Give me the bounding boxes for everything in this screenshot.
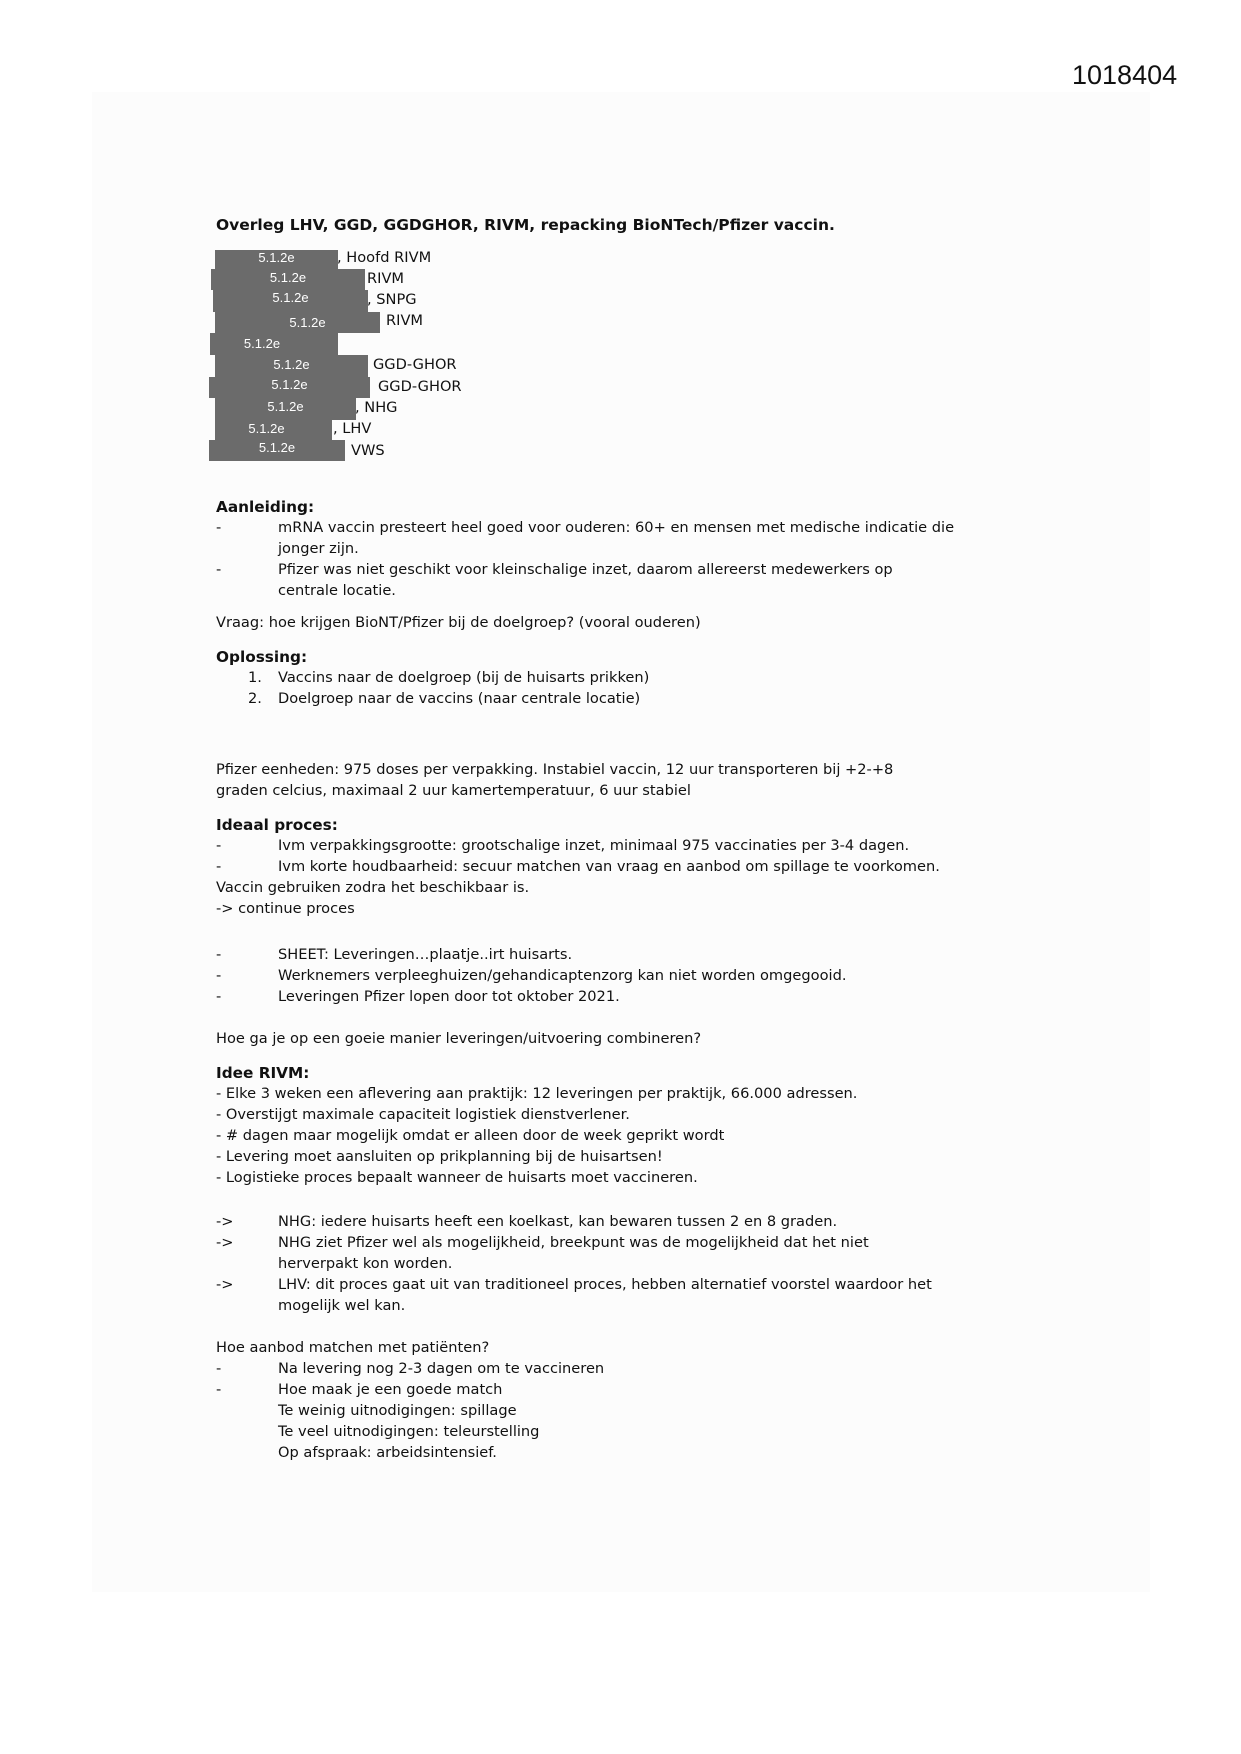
reaction-text: NHG ziet Pfizer wel als mogelijkheid, breekpunt was de mogelijkheid dat het niet bbox=[278, 1234, 869, 1251]
list-item: Doelgroep naar de vaccins (naar centrale locatie) bbox=[278, 690, 641, 707]
section-heading: Ideaal proces: bbox=[216, 816, 338, 834]
list-number: 1. bbox=[248, 669, 262, 686]
section-heading: Oplossing: bbox=[216, 648, 308, 666]
redaction-box: 5.1.2e bbox=[215, 420, 332, 440]
paragraph-line: -> continue proces bbox=[216, 900, 355, 917]
section-heading: Aanleiding: bbox=[216, 498, 315, 516]
list-item: - Logistieke proces bepaalt wanneer de huisarts moet vaccineren. bbox=[216, 1169, 698, 1186]
arrow-marker: -> bbox=[216, 1213, 234, 1230]
question-text: Hoe aanbod matchen met patiënten? bbox=[216, 1339, 490, 1356]
bullet-dash: - bbox=[216, 1381, 222, 1398]
bullet-text: Pfizer was niet geschikt voor kleinschalige inzet, daarom allereerst medewerkers op bbox=[278, 561, 893, 578]
bullet-text-cont: jonger zijn. bbox=[278, 540, 359, 557]
list-number: 2. bbox=[248, 690, 262, 707]
list-item: - Overstijgt maximale capaciteit logistiek dienstverlener. bbox=[216, 1106, 630, 1123]
bullet-dash: - bbox=[216, 1360, 222, 1377]
attendee-affiliation: GGD-GHOR bbox=[373, 356, 457, 373]
redaction-box: 5.1.2e bbox=[209, 440, 345, 461]
paragraph-line: Vaccin gebruiken zodra het beschikbaar is. bbox=[216, 879, 530, 896]
attendee-affiliation: , LHV bbox=[333, 420, 372, 437]
bullet-text: Ivm korte houdbaarheid: secuur matchen van vraag en aanbod om spillage te voorkomen. bbox=[278, 858, 940, 875]
attendee-affiliation: RIVM bbox=[367, 270, 405, 287]
redaction-box: 5.1.2e bbox=[215, 312, 380, 333]
sub-item: Te veel uitnodigingen: teleurstelling bbox=[278, 1423, 540, 1440]
bullet-text: Leveringen Pfizer lopen door tot oktober 2021. bbox=[278, 988, 620, 1005]
section-heading: Idee RIVM: bbox=[216, 1064, 310, 1082]
document-title: Overleg LHV, GGD, GGDGHOR, RIVM, repacking BioNTech/Pfizer vaccin. bbox=[216, 216, 835, 234]
bullet-text: Werknemers verpleeghuizen/gehandicaptenzorg kan niet worden omgegooid. bbox=[278, 967, 847, 984]
bullet-dash: - bbox=[216, 988, 222, 1005]
attendee-affiliation: RIVM bbox=[386, 312, 424, 329]
bullet-text: SHEET: Leveringen…plaatje..irt huisarts. bbox=[278, 946, 573, 963]
bullet-dash: - bbox=[216, 946, 222, 963]
bullet-text: Ivm verpakkingsgrootte: grootschalige inzet, minimaal 975 vaccinaties per 3-4 dagen. bbox=[278, 837, 910, 854]
list-item: Vaccins naar de doelgroep (bij de huisarts prikken) bbox=[278, 669, 650, 686]
arrow-marker: -> bbox=[216, 1276, 234, 1293]
bullet-dash: - bbox=[216, 837, 222, 854]
bullet-text-cont: centrale locatie. bbox=[278, 582, 396, 599]
reaction-text-cont: mogelijk wel kan. bbox=[278, 1297, 406, 1314]
paragraph-line: graden celcius, maximaal 2 uur kamertemperatuur, 6 uur stabiel bbox=[216, 782, 691, 799]
list-item: - Elke 3 weken een aflevering aan praktijk: 12 leveringen per praktijk, 66.000 adressen. bbox=[216, 1085, 858, 1102]
sub-item: Op afspraak: arbeidsintensief. bbox=[278, 1444, 497, 1461]
reaction-text: LHV: dit proces gaat uit van traditioneel proces, hebben alternatief voorstel waardoor het bbox=[278, 1276, 932, 1293]
redaction-box: 5.1.2e bbox=[215, 398, 356, 420]
redaction-box: 5.1.2e bbox=[210, 333, 338, 355]
paragraph-line: Pfizer eenheden: 975 doses per verpakking. Instabiel vaccin, 12 uur transporteren bij +2-+8 bbox=[216, 761, 894, 778]
bullet-dash: - bbox=[216, 858, 222, 875]
list-item: - # dagen maar mogelijk omdat er alleen door de week geprikt wordt bbox=[216, 1127, 725, 1144]
attendee-affiliation: GGD-GHOR bbox=[378, 378, 462, 395]
arrow-marker: -> bbox=[216, 1234, 234, 1251]
list-item: - Levering moet aansluiten op prikplanning bij de huisartsen! bbox=[216, 1148, 663, 1165]
sub-item: Te weinig uitnodigingen: spillage bbox=[278, 1402, 517, 1419]
attendee-affiliation: VWS bbox=[351, 442, 385, 459]
redaction-box: 5.1.2e bbox=[209, 377, 370, 398]
redaction-box: 5.1.2e bbox=[215, 355, 368, 377]
redaction-box: 5.1.2e bbox=[211, 269, 365, 290]
bullet-dash: - bbox=[216, 967, 222, 984]
attendee-affiliation: , Hoofd RIVM bbox=[337, 249, 432, 266]
bullet-text: mRNA vaccin presteert heel goed voor ouderen: 60+ en mensen met medische indicatie die bbox=[278, 519, 955, 536]
bullet-text: Na levering nog 2-3 dagen om te vaccineren bbox=[278, 1360, 605, 1377]
attendee-affiliation: , NHG bbox=[355, 399, 398, 416]
attendee-affiliation: , SNPG bbox=[367, 291, 417, 308]
reaction-text-cont: herverpakt kon worden. bbox=[278, 1255, 453, 1272]
bullet-text: Hoe maak je een goede match bbox=[278, 1381, 503, 1398]
question-text: Vraag: hoe krijgen BioNT/Pfizer bij de doelgroep? (vooral ouderen) bbox=[216, 614, 701, 631]
question-text: Hoe ga je op een goeie manier leveringen/uitvoering combineren? bbox=[216, 1030, 702, 1047]
redaction-box: 5.1.2e bbox=[213, 290, 368, 312]
bullet-dash: - bbox=[216, 519, 222, 536]
redaction-box: 5.1.2e bbox=[215, 250, 338, 269]
bullet-dash: - bbox=[216, 561, 222, 578]
reaction-text: NHG: iedere huisarts heeft een koelkast, kan bewaren tussen 2 en 8 graden. bbox=[278, 1213, 838, 1230]
document-id: 1018404 bbox=[1072, 60, 1178, 90]
